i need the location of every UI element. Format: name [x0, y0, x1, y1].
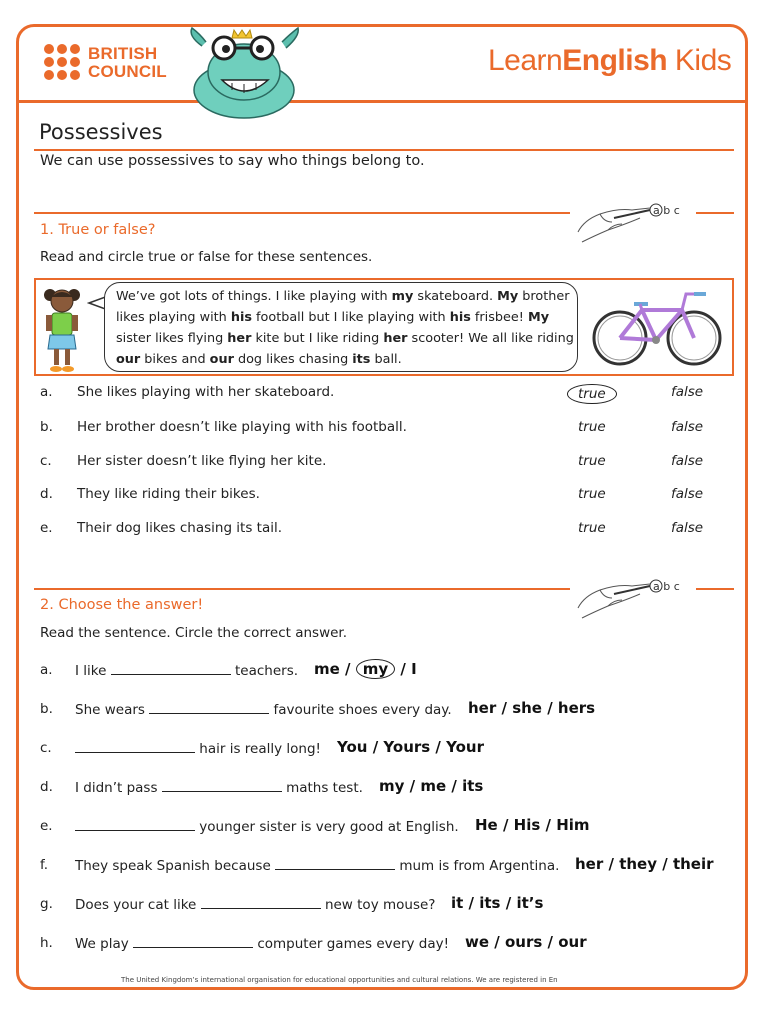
- sentence-end: favourite shoes every day.: [269, 702, 452, 718]
- sentence-end: computer games every day!: [253, 936, 450, 952]
- sentence-start: We play: [75, 936, 134, 952]
- story-possessive: My: [527, 310, 550, 325]
- answer-option[interactable]: our: [558, 933, 587, 951]
- option-separator: /: [430, 738, 447, 756]
- british-council-logo: [44, 44, 172, 84]
- story-segment: frisbee!: [470, 310, 528, 325]
- item-letter: a.: [40, 662, 53, 678]
- true-false-item: [0, 384, 768, 408]
- story-segment: bikes and: [140, 352, 210, 367]
- item-letter: b.: [40, 419, 53, 435]
- answer-option[interactable]: it’s: [516, 894, 544, 912]
- answer-option[interactable]: her: [468, 699, 497, 717]
- answer-options: [475, 816, 590, 834]
- true-false-item: [0, 486, 768, 510]
- section2-instruction: Read the sentence. Circle the correct answer.: [40, 625, 348, 641]
- true-option[interactable]: true: [578, 486, 606, 502]
- answer-option[interactable]: Your: [446, 738, 485, 756]
- answer-option[interactable]: her: [575, 855, 604, 873]
- answer-options: [314, 660, 417, 678]
- story-segment: sister likes flying: [116, 331, 228, 346]
- story-possessive: our: [209, 352, 234, 367]
- story-possessive: his: [449, 310, 471, 325]
- story-possessive: its: [352, 352, 371, 367]
- answer-option[interactable]: its: [462, 777, 484, 795]
- option-separator: /: [497, 816, 514, 834]
- option-separator: /: [603, 855, 620, 873]
- option-separator: /: [463, 894, 480, 912]
- story-text: [116, 286, 574, 370]
- option-separator: /: [404, 777, 421, 795]
- sentence-end: mum is from Argentina.: [395, 858, 560, 874]
- false-option[interactable]: false: [671, 520, 704, 536]
- answer-option[interactable]: me: [314, 660, 340, 678]
- answer-blank[interactable]: [149, 701, 269, 714]
- true-option[interactable]: true: [567, 384, 617, 404]
- story-segment: football but I like playing with: [251, 310, 450, 325]
- answer-option[interactable]: Yours: [383, 738, 431, 756]
- svg-text:a b c: a b c: [653, 580, 680, 593]
- story-possessive: her: [227, 331, 252, 346]
- answer-blank[interactable]: [111, 662, 231, 675]
- answer-option[interactable]: I: [411, 660, 417, 678]
- choose-item: [0, 662, 768, 686]
- title-divider: [34, 149, 734, 151]
- answer-option[interactable]: You: [337, 738, 368, 756]
- story-possessive: my: [391, 289, 414, 304]
- choose-item: [0, 701, 768, 725]
- story-possessive: his: [230, 310, 252, 325]
- intro-text: We can use possessives to say who things belong to.: [40, 153, 425, 169]
- option-separator: /: [489, 933, 505, 951]
- item-letter: e.: [40, 818, 53, 834]
- answer-blank[interactable]: [162, 779, 282, 792]
- bicycle-icon: [590, 282, 724, 370]
- item-letter: d.: [40, 486, 53, 502]
- option-separator: /: [542, 933, 559, 951]
- item-sentence: [75, 779, 363, 796]
- answer-option[interactable]: it: [451, 894, 464, 912]
- monster-mascot-icon: [182, 26, 306, 122]
- sentence-start: I like: [75, 663, 111, 679]
- learnenglish-kids-logo: LearnEnglish Kids: [488, 44, 732, 77]
- item-letter: c.: [40, 740, 52, 756]
- writing-hand-icon: [574, 196, 692, 248]
- item-letter: f.: [40, 857, 49, 873]
- sentence-end: maths test.: [281, 780, 363, 796]
- story-possessive: our: [116, 352, 141, 367]
- sentence-end: new toy mouse?: [320, 897, 436, 913]
- item-letter: a.: [40, 384, 53, 400]
- answer-options: [379, 777, 483, 795]
- option-separator: /: [541, 699, 558, 717]
- section2-divider: [34, 588, 570, 590]
- story-segment: ball.: [370, 352, 402, 367]
- sentence-end: teachers.: [230, 663, 299, 679]
- option-separator: /: [500, 894, 517, 912]
- item-sentence: [75, 740, 321, 757]
- answer-options: [337, 738, 484, 756]
- sentence-start: Does your cat like: [75, 897, 201, 913]
- answer-blank[interactable]: [75, 740, 195, 753]
- sentence-start: I didn’t pass: [75, 780, 162, 796]
- item-sentence: [75, 857, 559, 874]
- answer-options: [575, 855, 714, 873]
- footer-text: The United Kingdom’s international organisation for educational opportunities and cultural relations. We are registered in En: [121, 976, 558, 984]
- item-sentence: Her brother doesn’t like playing with his football.: [77, 419, 407, 435]
- section1-title: 1. True or false?: [40, 222, 156, 238]
- true-option[interactable]: true: [578, 419, 606, 435]
- choose-item: [0, 896, 768, 920]
- story-possessive: her: [383, 331, 408, 346]
- option-separator: /: [339, 660, 356, 678]
- british-council-wordmark: BRITISH COUNCIL: [88, 44, 167, 81]
- false-option[interactable]: false: [671, 453, 704, 469]
- true-false-item: [0, 453, 768, 477]
- choose-item: [0, 779, 768, 803]
- section1-divider: [34, 212, 570, 214]
- answer-option[interactable]: their: [672, 855, 714, 873]
- answer-option[interactable]: its: [479, 894, 501, 912]
- true-false-item: [0, 520, 768, 544]
- story-segment: scooter! We all like riding: [407, 331, 574, 346]
- section2-divider-right: [696, 588, 734, 590]
- choose-item: [0, 857, 768, 881]
- section1-divider-right: [696, 212, 734, 214]
- answer-blank[interactable]: [201, 896, 321, 909]
- choose-item: [0, 740, 768, 764]
- item-sentence: [75, 662, 298, 679]
- choose-item: [0, 818, 768, 842]
- answer-option[interactable]: my: [379, 777, 405, 795]
- header-divider: [19, 100, 745, 103]
- answer-options: [468, 699, 595, 717]
- answer-option[interactable]: she: [512, 699, 542, 717]
- answer-option[interactable]: we: [465, 933, 490, 951]
- item-letter: g.: [40, 896, 53, 912]
- item-sentence: Her sister doesn’t like flying her kite.: [77, 453, 327, 469]
- item-sentence: [75, 896, 435, 913]
- story-segment: brother likes playing with: [116, 289, 570, 325]
- sentence-start: They speak Spanish because: [75, 858, 276, 874]
- option-separator: /: [540, 816, 557, 834]
- item-sentence: Their dog likes chasing its tail.: [77, 520, 283, 536]
- item-letter: e.: [40, 520, 53, 536]
- answer-option[interactable]: hers: [557, 699, 596, 717]
- option-separator: /: [395, 660, 412, 678]
- svg-text:a b c: a b c: [653, 204, 680, 217]
- option-separator: /: [657, 855, 673, 873]
- choose-item: [0, 935, 768, 959]
- answer-option[interactable]: me: [420, 777, 447, 795]
- option-separator: /: [496, 699, 513, 717]
- sentence-start: She wears: [75, 702, 150, 718]
- true-option[interactable]: true: [578, 453, 606, 469]
- option-separator: /: [446, 777, 463, 795]
- british-council-dots-icon: [44, 44, 84, 84]
- false-option[interactable]: false: [671, 384, 704, 400]
- answer-option[interactable]: He: [475, 816, 498, 834]
- answer-option[interactable]: my: [356, 659, 395, 679]
- option-separator: /: [367, 738, 384, 756]
- answer-option[interactable]: His: [513, 816, 541, 834]
- story-segment: dog likes chasing: [233, 352, 353, 367]
- false-option[interactable]: false: [671, 486, 704, 502]
- story-possessive: My: [497, 289, 519, 304]
- answer-option[interactable]: they: [619, 855, 657, 873]
- item-sentence: [75, 701, 452, 718]
- false-option[interactable]: false: [671, 419, 704, 435]
- story-segment: We’ve got lots of things. I like playing with: [116, 289, 392, 304]
- answer-options: [465, 933, 587, 951]
- item-sentence: [75, 935, 449, 952]
- writing-hand-icon-2: [574, 572, 692, 624]
- answer-blank[interactable]: [75, 818, 195, 831]
- true-false-item: [0, 419, 768, 443]
- answer-option[interactable]: ours: [504, 933, 543, 951]
- sentence-end: younger sister is very good at English.: [195, 819, 459, 835]
- section2-title: 2. Choose the answer!: [40, 597, 204, 613]
- item-letter: d.: [40, 779, 53, 795]
- item-sentence: She likes playing with her skateboard.: [77, 384, 335, 400]
- answer-blank[interactable]: [275, 857, 395, 870]
- girl-character-icon: [40, 283, 84, 375]
- true-option[interactable]: true: [578, 520, 606, 536]
- story-segment: kite but I like riding: [251, 331, 384, 346]
- answer-blank[interactable]: [133, 935, 253, 948]
- sentence-end: hair is really long!: [195, 741, 321, 757]
- item-sentence: They like riding their bikes.: [77, 486, 260, 502]
- item-sentence: [75, 818, 459, 835]
- item-letter: b.: [40, 701, 53, 717]
- answer-options: [451, 894, 543, 912]
- item-letter: h.: [40, 935, 53, 951]
- story-segment: skateboard.: [413, 289, 498, 304]
- page-title: Possessives: [39, 120, 163, 144]
- item-letter: c.: [40, 453, 52, 469]
- answer-option[interactable]: Him: [556, 816, 590, 834]
- section1-instruction: Read and circle true or false for these sentences.: [40, 249, 373, 265]
